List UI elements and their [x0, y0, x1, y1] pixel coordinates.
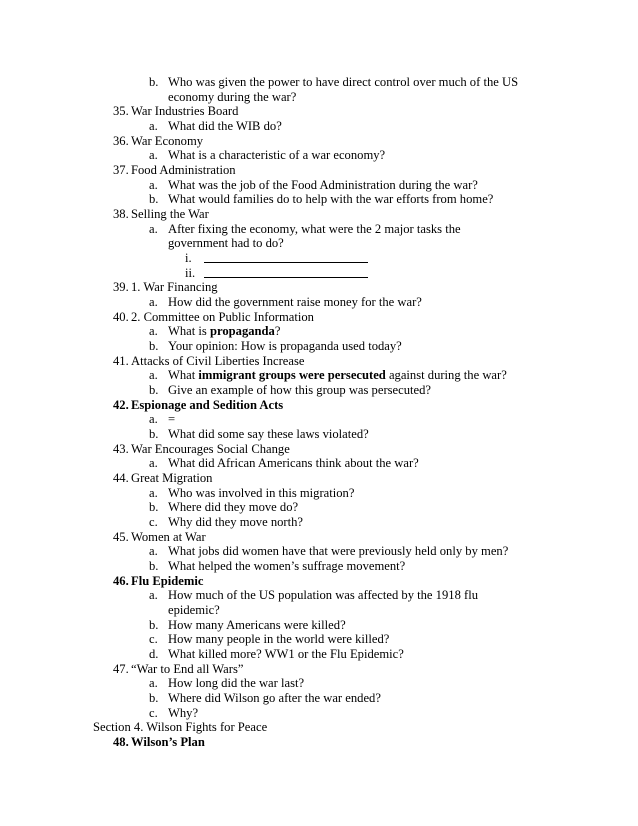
worksheet-page: b. Who was given the power to have direct control over much of the US economy during the war? 35. War Industries Board a. What did the WIB do? 36. War Economy a. What is a characteristic of a war economy? 37. Food Administration a. What was the job of the Food Administration during the war? b. What would families do to help with the war efforts from home? 38. Selling the War a. After fixing the economy, what were the 2 major tasks the government had to do? i. ii. 39. 1. War Financing a. How did the government raise money for the war? 40. 2. Committee on Public Information a. What is propaganda? b. Your opinion: How is propaganda used today? 41. Attacks of Civil Liberties Increase a. What immigrant groups were persecuted against during the war? b. Give an example of how this group was persecuted? 42. Espionage and Sedition Acts a. = b. What did some say these laws violated? 43. War Encourages Social Change a. What did African Americans think about the war? 44. Great Migration a. Who was involved in this migration? b. Where did they move do? c. Why did they move north? 45. Women at War a. What jobs did women have that were previously held only by men? b. What helped the women’s suffrage movement? 46. Flu Epidemic a. How much of the US population was affected by the 1918 flu epidemic? b. How many Americans were killed? c. How many people in the world were killed? d. What killed more? WW1 or the Flu Epidemic? 47. “War to End all Wars” a. How long did the war last? b. Where did Wilson go after the war ended? c. Why? Section 4. Wilson Fights for Peace 48. Wilson’s Plan [93, 75, 519, 749]
answer-blank [204, 251, 368, 263]
answer-blank [204, 266, 368, 278]
